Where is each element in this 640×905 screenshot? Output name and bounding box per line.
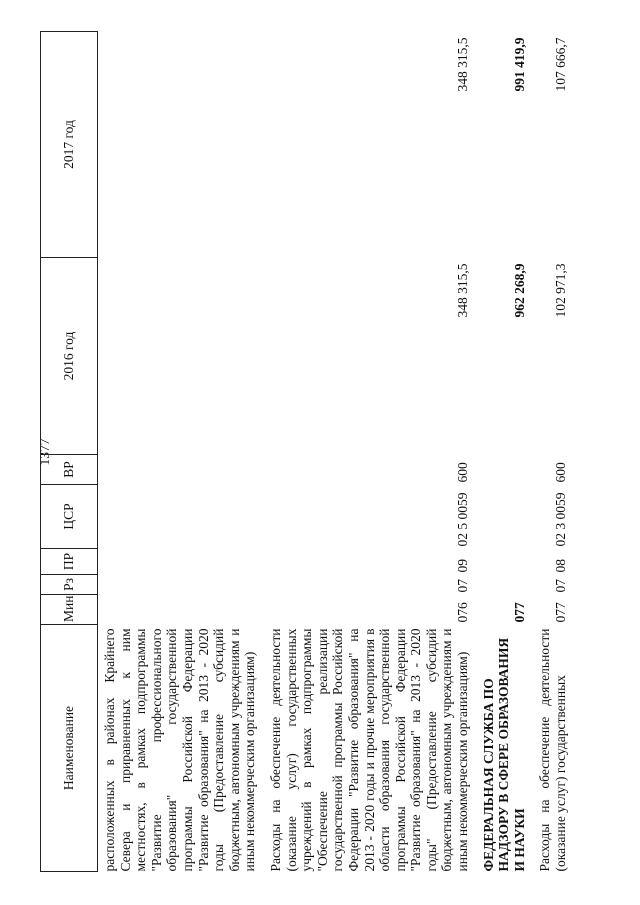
header-2016: 2016 год (41, 258, 98, 455)
row-name: ФЕДЕРАЛЬНАЯ СЛУЖБА ПО НАДЗОРУ В СФЕРЕ ОБРАЗОВАНИЯ И НАУКИ (480, 637, 527, 872)
row-name: Расходы на обеспечение деятельности (оказание услуг) государственных (537, 628, 569, 872)
row-rz: 07 (455, 579, 471, 593)
row-2017: 107 666,7 (553, 37, 569, 92)
row-min: 077 (553, 602, 569, 623)
row-vr: 600 (455, 462, 471, 483)
row-pr (477, 549, 534, 575)
rotated-page (40, 32, 600, 872)
row-name: Расходы на обеспечение деятельности (оказание услуг) государственных учреждений в рамках подпрограммы "Обеспечение реализации государственной программы Российской Федерации "Развитие образования" на 2013 - 2020 годы и прочие мероприятия в области образования государственной программы Российской Федерации "Развитие образования" на 2013 - 2020 годы" (Предоставление субсидий бюджетным, автономным учреждениям и иным некоммерческим организациям) (267, 628, 471, 872)
row-2016: 962 268,9 (511, 263, 527, 318)
page-number: 1377 (37, 438, 52, 466)
header-csr: ЦСР (41, 485, 98, 549)
row-min: 077 (511, 602, 527, 623)
row-pr: 09 (455, 559, 471, 573)
row-pr (98, 549, 264, 575)
row-rz (477, 575, 534, 595)
header-min: Мин (41, 595, 98, 625)
row-rz: 07 (553, 579, 569, 593)
header-rz: Рз (41, 575, 98, 595)
row-csr: 02 5 0059 (455, 492, 471, 547)
row-min (98, 595, 264, 625)
row-2017: 348 315,5 (455, 37, 471, 92)
header-name: Наименование (41, 625, 98, 872)
row-name: расположенных в районах Крайнего Севера и приравненных к ним местностях, в рамках подпрограммы "Развитие профессионального образования" государственной программы Российской Федерации "Развитие образования" на 2013 - 2020 годы (Предоставление субсидий бюджетным, автономным учреждениям и иным некоммерческим организациям) (102, 628, 258, 872)
row-csr: 02 3 0059 (553, 492, 569, 547)
row-2016 (98, 258, 264, 455)
budget-table (40, 31, 575, 872)
table-row (533, 32, 574, 872)
row-2017: 991 419,9 (511, 37, 527, 92)
row-csr (98, 485, 264, 549)
header-row (41, 32, 98, 872)
row-pr: 08 (553, 559, 569, 573)
row-vr: 600 (553, 462, 569, 483)
header-vr: ВР (41, 455, 98, 485)
row-2016: 348 315,5 (455, 263, 471, 318)
table-row (264, 32, 477, 872)
header-2017: 2017 год (41, 32, 98, 258)
row-min: 076 (455, 602, 471, 623)
row-rz (98, 575, 264, 595)
row-vr (477, 455, 534, 485)
row-vr (98, 455, 264, 485)
row-csr (477, 485, 534, 549)
table-row (477, 32, 534, 872)
header-pr: ПР (41, 549, 98, 575)
table-row (98, 32, 264, 872)
row-2017 (98, 32, 264, 258)
row-2016: 102 971,3 (553, 263, 569, 318)
